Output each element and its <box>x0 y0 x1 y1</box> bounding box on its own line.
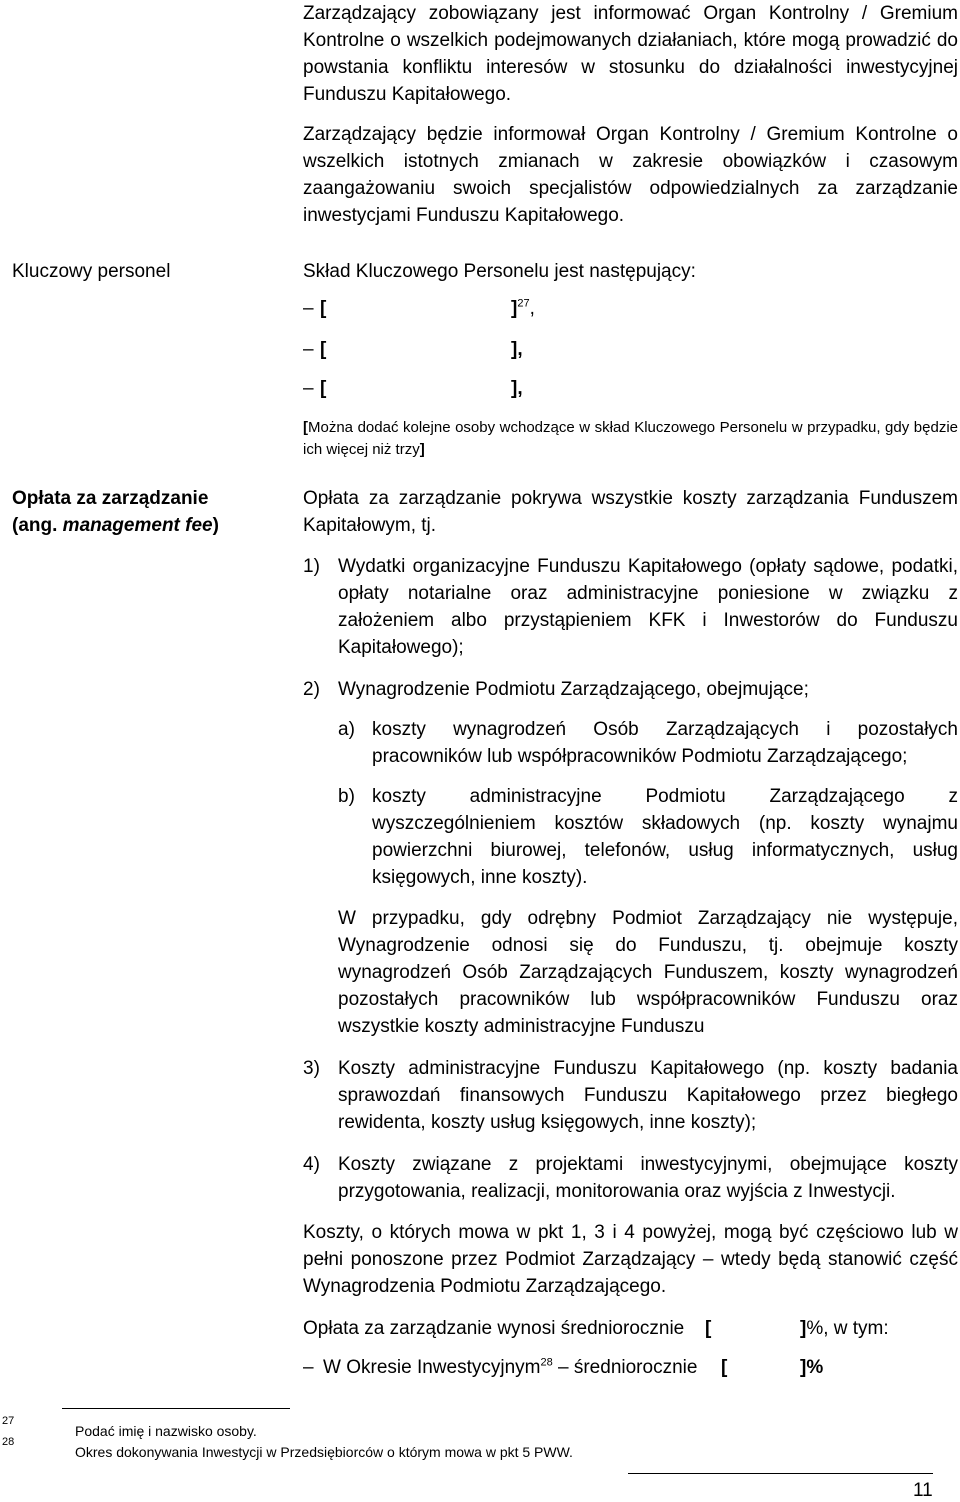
list-number: 3) <box>303 1058 320 1079</box>
paragraph-key-staff-changes: Zarządzający będzie informował Organ Kontrolny / Gremium Kontrolne o wszelkich istotnych zmianach w zakresie obowiązków i czasowym zaangażowaniu swoich specjalistów odpowiedzialnych za zarządzanie inwestycjami Funduszu Kapitałowego. <box>303 124 958 226</box>
fee-item-2: Wynagrodzenie Podmiotu Zarządzającego, obejmujące; <box>338 679 809 700</box>
fee-item-2b: koszty administracyjne Podmiotu Zarządzającego z wyszczególnieniem kosztów składowych (np. koszty wynajmu powierzchni biurowej, telefonów, usług informatycznych, usług księgowych, inne koszty). <box>372 786 958 888</box>
key-personnel-intro: Skład Kluczowego Personelu jest następujący: <box>303 261 696 282</box>
placeholder-open-bracket: [ <box>320 378 327 399</box>
fee-item-4: Koszty związane z projektami inwestycyjnymi, obejmujące koszty przygotowania, realizacji, monitorowania oraz wyjścia z Inwestycji. <box>338 1154 958 1202</box>
footnote-separator <box>62 1408 290 1409</box>
costs-note: Koszty, o których mowa w pkt 1, 3 i 4 powyżej, mogą być częściowo lub w pełni ponoszone przez Podmiot Zarządzający – wtedy będą stanowić część Wynagrodzenia Podmiotu Zarządzającego. <box>303 1222 958 1297</box>
list-number: 2) <box>303 679 320 700</box>
fee-item-2-note: W przypadku, gdy odrębny Podmiot Zarządzający nie występuje, Wynagrodzenie odnosi się do Funduszu, tj. obejmuje koszty wynagrodzeń Osób Zarządzających Funduszem, koszty wynagrodzeń pozostałych pracowników lub współpracowników Funduszu oraz wszystkie koszty administracyjne Funduszu <box>338 908 958 1037</box>
list-number: 4) <box>303 1154 320 1175</box>
dash-bullet: – <box>303 298 314 319</box>
footnote-text: Okres dokonywania Inwestycji w Przedsiębiorców o którym mowa w pkt 5 PWW. <box>75 1444 573 1460</box>
list-number: 1) <box>303 556 320 577</box>
management-fee-rate: Opłata za zarządzanie wynosi średniorocznie [ ]%, w tym: <box>303 1318 889 1339</box>
paragraph-conflict-of-interest: Zarządzający zobowiązany jest informować Organ Kontrolny / Gremium Kontrolne o wszelkich podejmowanych działaniach, które mogą prowadzić do powstania konfliktu interesów w stosunku do działalności inwestycyjnej Funduszu Kapitałowego. <box>303 3 958 105</box>
key-personnel-item <box>303 298 603 325</box>
list-letter: b) <box>338 786 355 807</box>
footnote-number: 27 <box>2 1415 15 1427</box>
page-number-rule <box>628 1473 933 1474</box>
placeholder-close-bracket: ]$^{27}$, <box>511 297 535 319</box>
placeholder-open-bracket: [ <box>320 298 327 319</box>
fee-item-2a: koszty wynagrodzeń Osób Zarządzających i pozostałych pracowników lub współpracowników Podmiotu Zarządzającego; <box>372 719 958 767</box>
placeholder-close-bracket: ], <box>511 378 523 399</box>
investment-period-rate: – W Okresie Inwestycyjnym$^{28}$ – średniorocznie [ ]% <box>303 1354 958 1381</box>
key-personnel-note: [Można dodać kolejne osoby wchodzące w skład Kluczowego Personelu w przypadku, gdy będzie ich więcej niż trzy] <box>303 419 958 458</box>
fee-item-3: Koszty administracyjne Funduszu Kapitałowego (np. koszty badania sprawozdań finansowych Funduszu Kapitałowego przez biegłego rewidenta, koszty usług księgowych, inne koszty); <box>338 1058 958 1133</box>
footnote-number: 28 <box>2 1436 15 1448</box>
key-personnel-item <box>303 378 603 405</box>
section-label-management-fee: Opłata za zarządzanie (ang. management fee) <box>12 488 219 536</box>
footnote-text: Podać imię i nazwisko osoby. <box>75 1423 257 1439</box>
dash-bullet: – <box>303 1357 314 1378</box>
fee-item-1: Wydatki organizacyjne Funduszu Kapitałowego (opłaty sądowe, podatki, opłaty notarialne oraz administracyjne poniesione w związku z założeniem albo przystąpieniem KFK i Inwestorów do Funduszu Kapitałowego); <box>338 556 958 658</box>
placeholder-open-bracket: [ <box>320 339 327 360</box>
dash-bullet: – <box>303 339 314 360</box>
page-number: 11 <box>913 1480 933 1501</box>
section-label-key-personnel: Kluczowy personel <box>12 261 171 282</box>
list-letter: a) <box>338 719 355 740</box>
management-fee-intro: Opłata za zarządzanie pokrywa wszystkie koszty zarządzania Funduszem Kapitałowym, tj. <box>303 488 958 536</box>
dash-bullet: – <box>303 378 314 399</box>
placeholder-close-bracket: ], <box>511 339 523 360</box>
key-personnel-item <box>303 339 603 366</box>
